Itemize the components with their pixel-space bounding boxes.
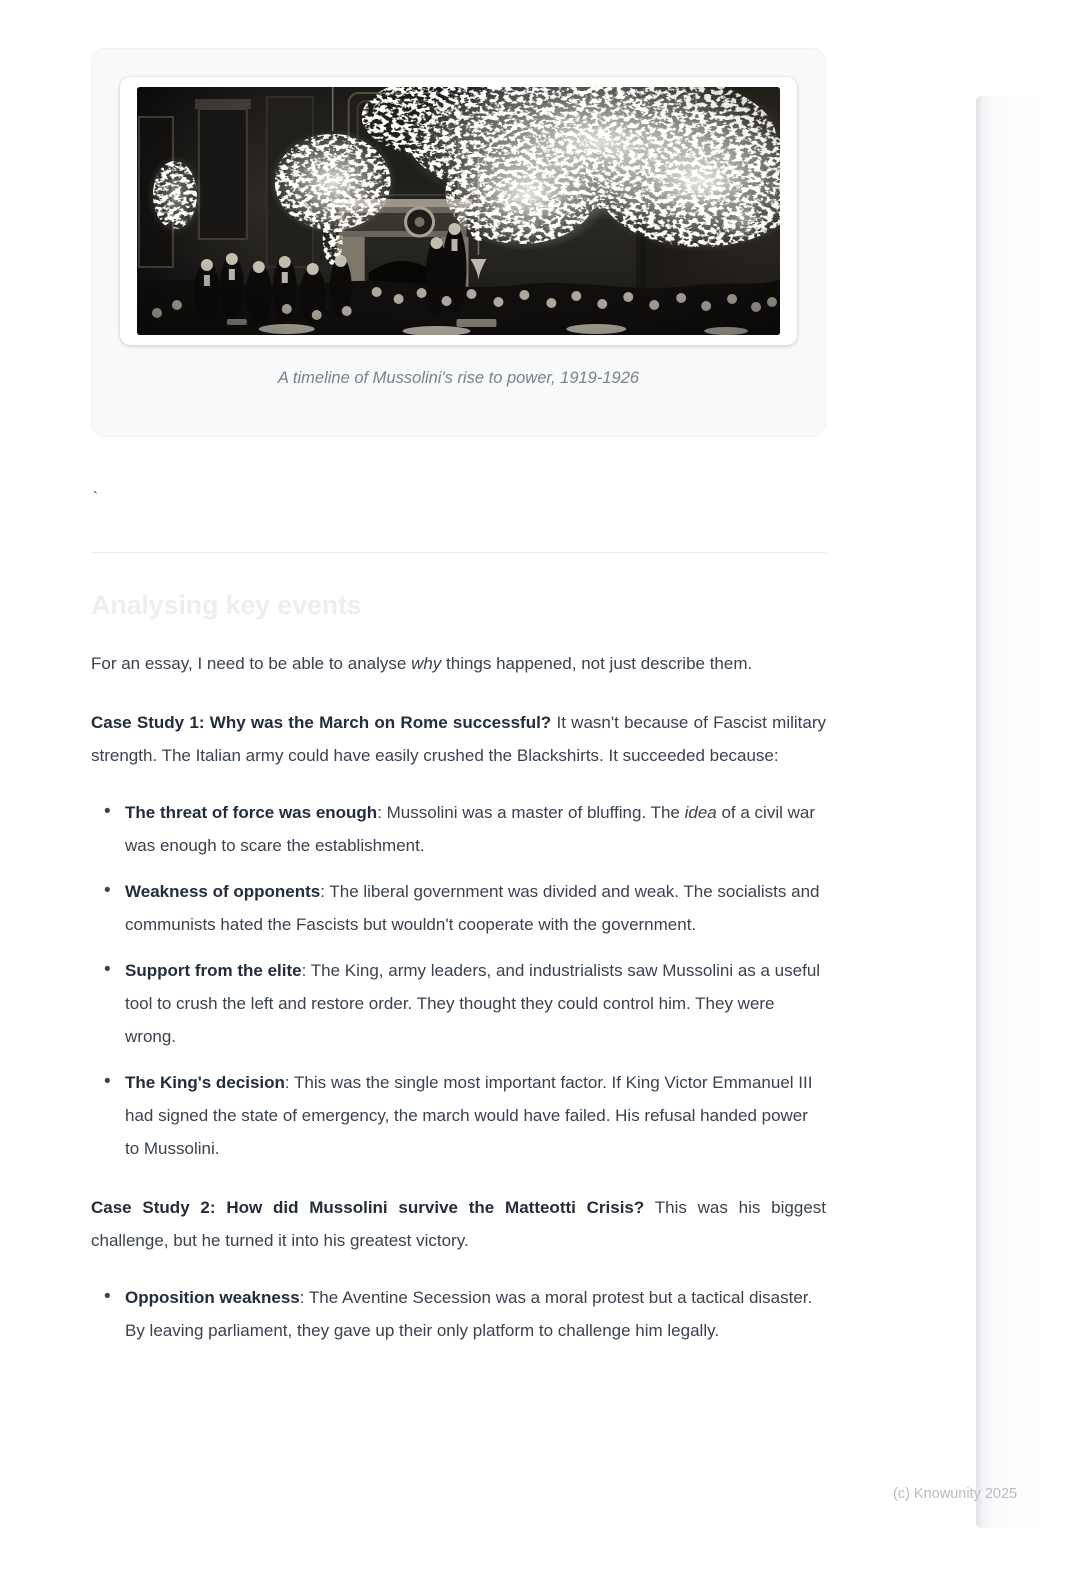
document-page: [91, 48, 826, 1347]
list-item-lead: The King's decision: [125, 1073, 285, 1092]
case-study-2-list: [91, 1281, 826, 1347]
section-heading: Analysing key events: [91, 590, 362, 620]
list-item-text: : Mussolini was a master of bluffing. The: [377, 803, 685, 822]
historical-photo: [137, 87, 780, 335]
list-item-lead: The threat of force was enough: [125, 803, 378, 822]
intro-paragraph: [91, 647, 826, 680]
section-divider: [91, 552, 826, 553]
intro-emphasis: why: [411, 654, 442, 673]
case-study-1-paragraph: [91, 706, 826, 772]
intro-text: For an essay, I need to be able to analyse: [91, 654, 412, 673]
stray-backtick: `: [93, 489, 98, 506]
next-page-edge[interactable]: [976, 96, 1045, 1528]
list-item-lead: Weakness of opponents: [125, 882, 321, 901]
list-item-text: of a civil war was enough to scare the establishment.: [125, 803, 815, 855]
case-study-1-list: [91, 796, 826, 1165]
list-item: [125, 1281, 826, 1347]
list-item-text: : This was the single most important factor. If King Victor Emmanuel III had signed the state of emergency, the march would have failed. His refusal handed power to Mussolini.: [125, 1073, 813, 1158]
list-item-emphasis: idea: [684, 803, 717, 822]
photo-frame: [120, 77, 797, 345]
list-item: [125, 875, 826, 941]
intro-text: things happened, not just describe them.: [441, 654, 753, 673]
case-study-1-text: It wasn't because of Fascist military strength. The Italian army could have easily crushed the Blackshirts. It succeeded because:: [91, 713, 827, 765]
list-item: [125, 796, 826, 862]
case-study-2-paragraph: [91, 1191, 826, 1257]
list-item-lead: Support from the elite: [125, 961, 302, 980]
list-item: [125, 1066, 826, 1165]
watermark: (c) Knowunity 2025: [893, 1486, 1018, 1502]
case-study-2-title: Case Study 2: How did Mussolini survive the Matteotti Crisis?: [91, 1198, 645, 1217]
list-item-text: : The King, army leaders, and industrialists saw Mussolini as a useful tool to crush the left and restore order. They thought they could control him. They were wrong.: [125, 961, 821, 1046]
case-study-2-text: This was his biggest challenge, but he turned it into his greatest victory.: [91, 1198, 826, 1250]
list-item-text: : The liberal government was divided and weak. The socialists and communists hated the Fascists but wouldn't cooperate with the government.: [125, 882, 820, 934]
list-item-text: : The Aventine Secession was a moral protest but a tactical disaster. By leaving parliament, they gave up their only platform to challenge him legally.: [125, 1288, 813, 1340]
figure-caption: A timeline of Mussolini's rise to power, 1919-1926: [277, 369, 640, 387]
case-study-1-title: Case Study 1: Why was the March on Rome successful?: [91, 713, 552, 732]
figure-card: [91, 48, 826, 437]
list-item-lead: Opposition weakness: [125, 1288, 300, 1307]
list-item: [125, 954, 826, 1053]
